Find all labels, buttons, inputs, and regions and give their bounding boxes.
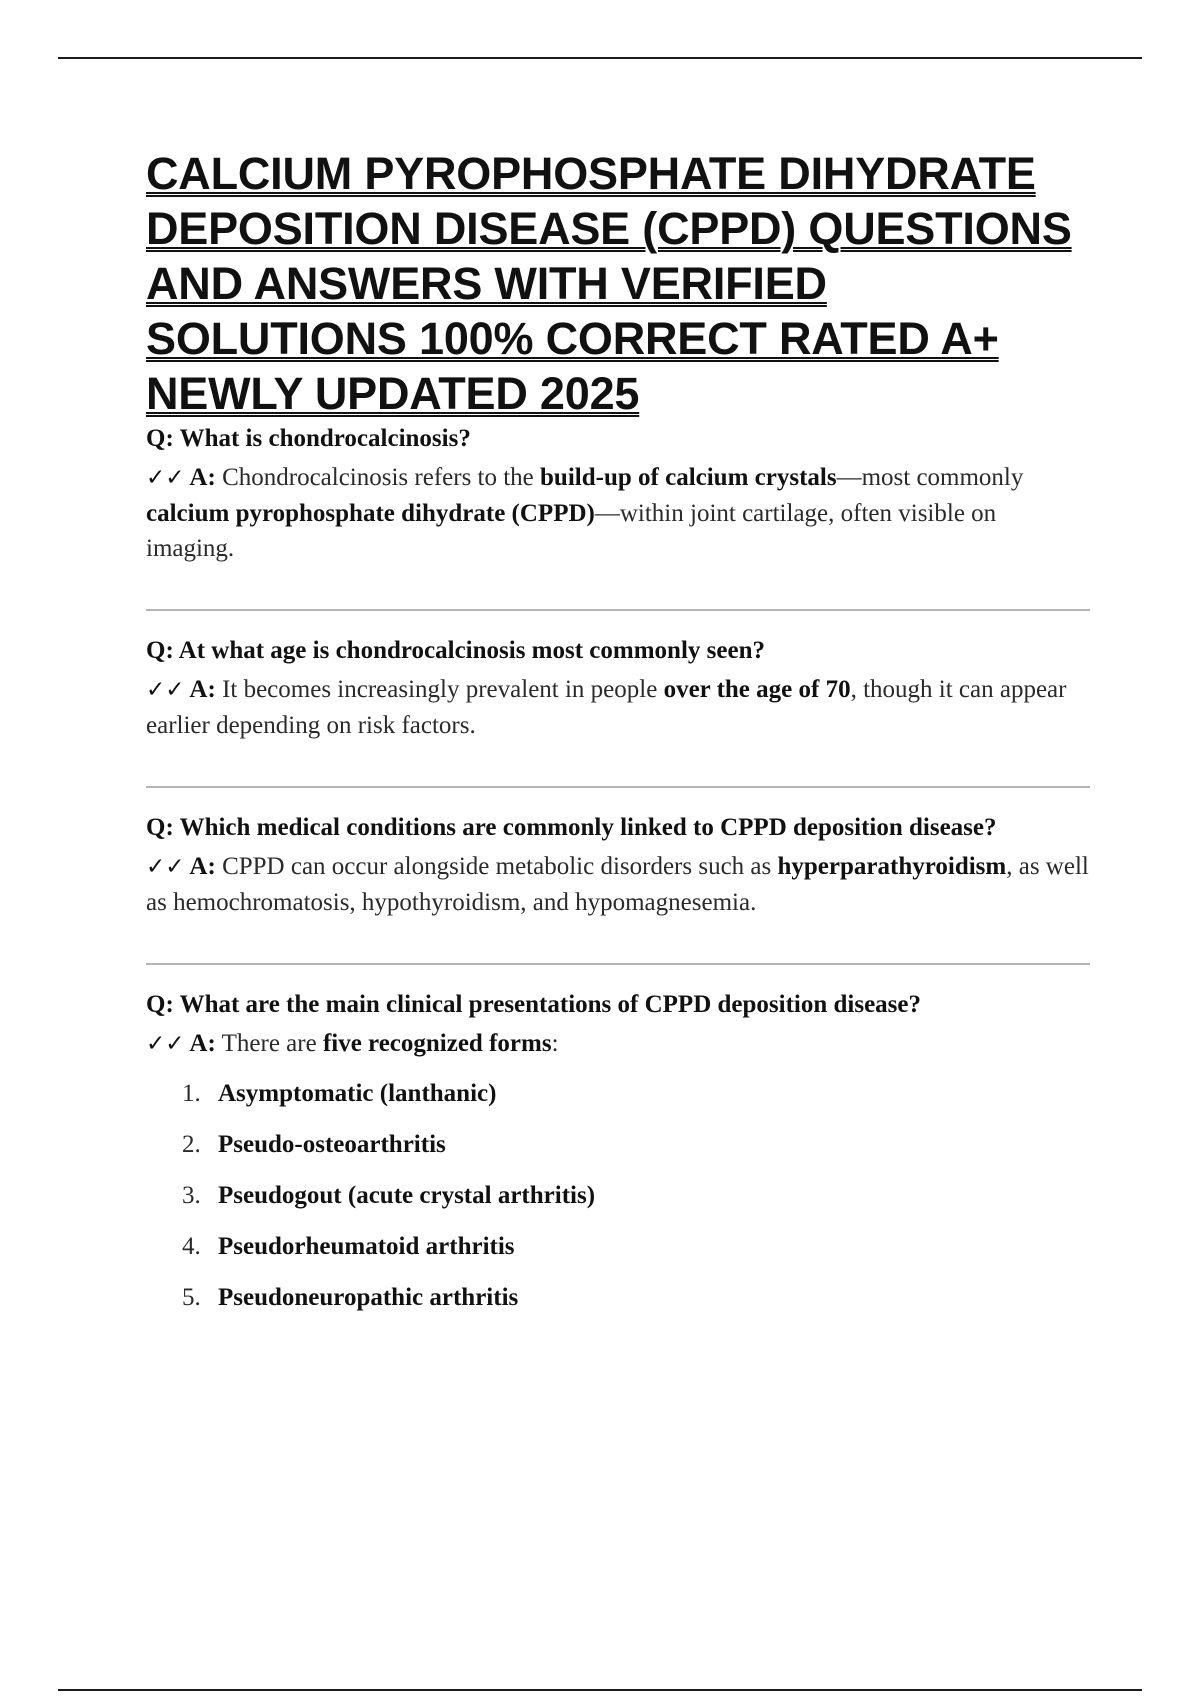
qa-block — [146, 421, 1090, 566]
double-check-icon: ✓✓ — [146, 677, 185, 703]
answer-prefix: A: — [189, 1030, 216, 1057]
list-number: 4. — [182, 1233, 201, 1260]
answer-emphasis: hyperparathyroidism — [777, 853, 1007, 880]
section-divider — [146, 609, 1090, 611]
question-text: Q: What is chondrocalcinosis? — [146, 425, 471, 452]
list-number: 2. — [182, 1131, 201, 1158]
list-number: 3. — [182, 1182, 201, 1209]
list-item — [182, 1280, 1090, 1331]
list-item-text: Pseudogout (acute crystal arthritis) — [218, 1182, 596, 1209]
answer-emphasis: calcium pyrophosphate dihydrate (CPPD) — [146, 500, 595, 527]
answer-prefix: A: — [189, 676, 216, 703]
answer-prefix: A: — [189, 464, 216, 491]
list-item-text: Pseudorheumatoid arthritis — [218, 1233, 515, 1260]
double-check-icon: ✓✓ — [146, 854, 185, 880]
list-item — [182, 1229, 1090, 1280]
answer-prefix: A: — [189, 853, 216, 880]
answer-emphasis: build-up of calcium crystals — [540, 464, 837, 491]
answer-segment: —most commonly — [836, 464, 1024, 491]
qa-block — [146, 633, 1090, 743]
answer-segment: , as well as hemochromatosis, hypothyroidism, and hypomagnesemia. — [146, 853, 1089, 916]
answer-text — [146, 672, 1090, 743]
document-body — [146, 146, 1090, 1331]
top-page-rule — [58, 57, 1142, 59]
section-divider — [146, 786, 1090, 788]
list-item-text: Pseudoneuropathic arthritis — [218, 1284, 519, 1311]
answer-segment: Chondrocalcinosis refers to the — [222, 464, 541, 491]
answer-label — [146, 676, 216, 703]
double-check-icon: ✓✓ — [146, 1031, 185, 1057]
list-number: 1. — [182, 1080, 201, 1107]
list-item — [182, 1127, 1090, 1178]
answer-segment: : — [551, 1030, 559, 1057]
answer-label — [146, 1030, 216, 1057]
answer-text — [146, 1026, 1090, 1062]
answer-segment: —within joint cartilage, often visible on imaging. — [146, 500, 997, 562]
qa-block — [146, 987, 1090, 1331]
list-item — [182, 1178, 1090, 1229]
clinical-forms-list — [146, 1076, 1090, 1331]
list-item — [182, 1076, 1090, 1127]
list-item-text: Asymptomatic (lanthanic) — [218, 1080, 497, 1107]
question-text: Q: What are the main clinical presentations of CPPD deposition disease? — [146, 991, 921, 1018]
bottom-page-rule — [58, 1689, 1142, 1691]
question-text: Q: At what age is chondrocalcinosis most commonly seen? — [146, 637, 765, 664]
question-text: Q: Which medical conditions are commonly linked to CPPD deposition disease? — [146, 814, 997, 841]
answer-emphasis: over the age of 70 — [663, 676, 851, 703]
answer-label — [146, 464, 216, 491]
answer-segment: , though it can appear earlier depending on risk factors. — [146, 676, 1067, 739]
answer-segment: CPPD can occur alongside metabolic disorders such as — [222, 853, 778, 880]
answer-text — [146, 460, 1090, 566]
section-divider — [146, 963, 1090, 965]
answer-segment: It becomes increasingly prevalent in people — [222, 676, 664, 703]
answer-label — [146, 853, 216, 880]
document-title: CALCIUM PYROPHOSPHATE DIHYDRATE DEPOSITION DISEASE (CPPD) QUESTIONS AND ANSWERS WITH VERIFIED SOLUTIONS 100% CORRECT RATED A+ NEWLY UPDATED 2025 — [146, 148, 1072, 419]
answer-emphasis: five recognized forms — [322, 1030, 552, 1057]
qa-block — [146, 810, 1090, 920]
list-number: 5. — [182, 1284, 201, 1311]
list-item-text: Pseudo-osteoarthritis — [218, 1131, 446, 1158]
double-check-icon: ✓✓ — [146, 465, 185, 491]
answer-segment: There are — [221, 1030, 323, 1057]
answer-text — [146, 849, 1090, 920]
